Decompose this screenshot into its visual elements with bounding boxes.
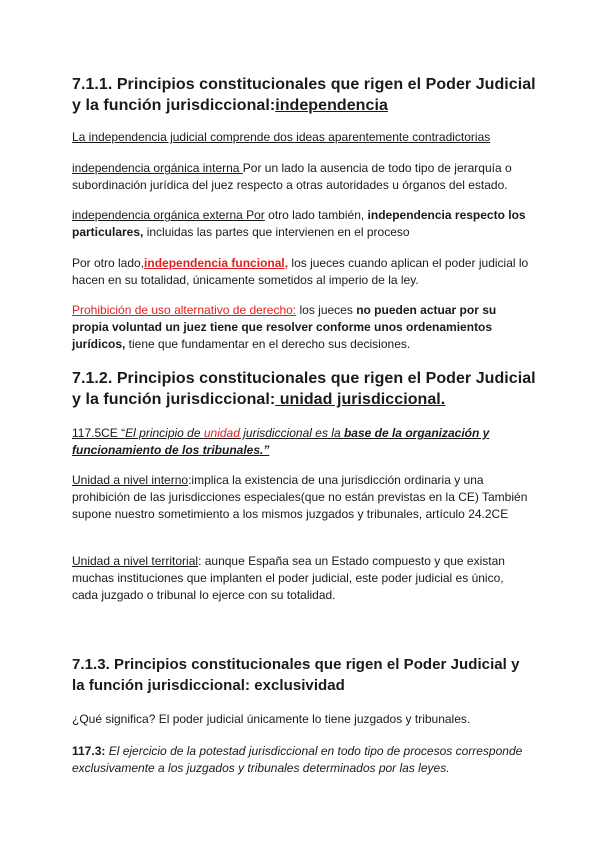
paragraph-que-significa: ¿Qué significa? El poder judicial únicamente lo tiene juzgados y tribunales.: [72, 712, 471, 726]
paragraph-text: Por otro lado,: [72, 256, 145, 270]
article-ref: 117.5CE “: [72, 426, 126, 440]
paragraph-text: : aunque España sea un Estado compuesto y que existan muchas instituciones que implanten el poder judicial, este poder judicial es único, cada juzgado o tribunal lo ejerce con su totalidad.: [72, 554, 505, 602]
quote-text: El ejercicio de la potestad jurisdiccional en todo tipo de procesos corresponde exclusivamente a los juzgados y tribunales determinados por las leyes.: [72, 744, 523, 775]
paragraph-label: Unidad a nivel territorial: [72, 554, 199, 568]
intro-paragraph: La independencia judicial comprende dos ideas aparentemente contradictorias: [72, 130, 491, 144]
quote-text: El principio de: [125, 426, 204, 440]
quote-keyword: unidad: [203, 426, 240, 440]
heading-text: 7.1.1. Principios constitucionales que rigen el Poder Judicial y la función jurisdiccional:: [72, 76, 536, 114]
paragraph-text: los jueces: [296, 303, 357, 317]
paragraph-text: los jueces cuando aplican el poder judicial lo hacen en su totalidad, únicamente sometidos al imperio de la ley.: [72, 256, 529, 287]
quote-emphasis: base de la organización y funcionamiento de los tribunales.”: [72, 426, 490, 457]
paragraph-text: tiene que fundamentar en el derecho sus decisiones.: [125, 337, 411, 351]
paragraph-text: :implica la existencia de una jurisdicción ordinaria y una prohibición de las jurisdicciones especiales(que no están previstas en la CE) También supone nuestro sometimiento a los mismos juzgados y tribunales, artículo 24.2CE: [72, 473, 528, 521]
paragraph-independencia-funcional: [72, 255, 532, 289]
paragraph-emphasis: independencia respecto los particulares,: [72, 208, 526, 239]
heading-keyword: independencia: [275, 97, 388, 114]
section-heading-independencia: [72, 74, 542, 116]
paragraph-label: Unidad a nivel interno: [72, 473, 189, 487]
section-heading-unidad: [72, 368, 542, 410]
heading-text: 7.1.2. Principios constitucionales que rigen el Poder Judicial y la función jurisdiccional:: [72, 370, 536, 408]
quote-text: jurisdiccional es la: [239, 426, 344, 440]
paragraph-label: independencia orgánica externa Por: [72, 208, 265, 222]
paragraph-emphasis: independencia funcional,: [144, 256, 289, 270]
article-ref: 117.3:: [72, 744, 106, 758]
paragraph-unidad-territorial: [72, 553, 532, 604]
section-heading-exclusividad: 7.1.3. Principios constitucionales que rigen el Poder Judicial y la función jurisdiccional: exclusividad: [72, 656, 520, 694]
paragraph-unidad-interno: [72, 472, 532, 523]
paragraph-text: incluidas las partes que intervienen en el proceso: [143, 225, 410, 239]
paragraph-text: otro lado también,: [264, 208, 368, 222]
paragraph-label: independencia orgánica interna: [72, 161, 243, 175]
heading-keyword: unidad jurisdiccional.: [275, 391, 446, 408]
paragraph-emphasis: no pueden actuar por su propia voluntad un juez tiene que resolver conforme unos ordenamientos jurídicos,: [72, 303, 497, 351]
quote-117-3: [72, 743, 532, 777]
paragraph-label: Prohibición de uso alternativo de derecho:: [72, 303, 297, 317]
paragraph-independencia-externa: [72, 207, 532, 241]
quote-117-5: [72, 425, 532, 459]
paragraph-prohibicion: [72, 302, 532, 353]
paragraph-text: Por un lado la ausencia de todo tipo de jerarquía o subordinación jurídica del juez respecto a otras autoridades u órganos del estado.: [72, 161, 512, 192]
paragraph-independencia-interna: [72, 160, 532, 194]
